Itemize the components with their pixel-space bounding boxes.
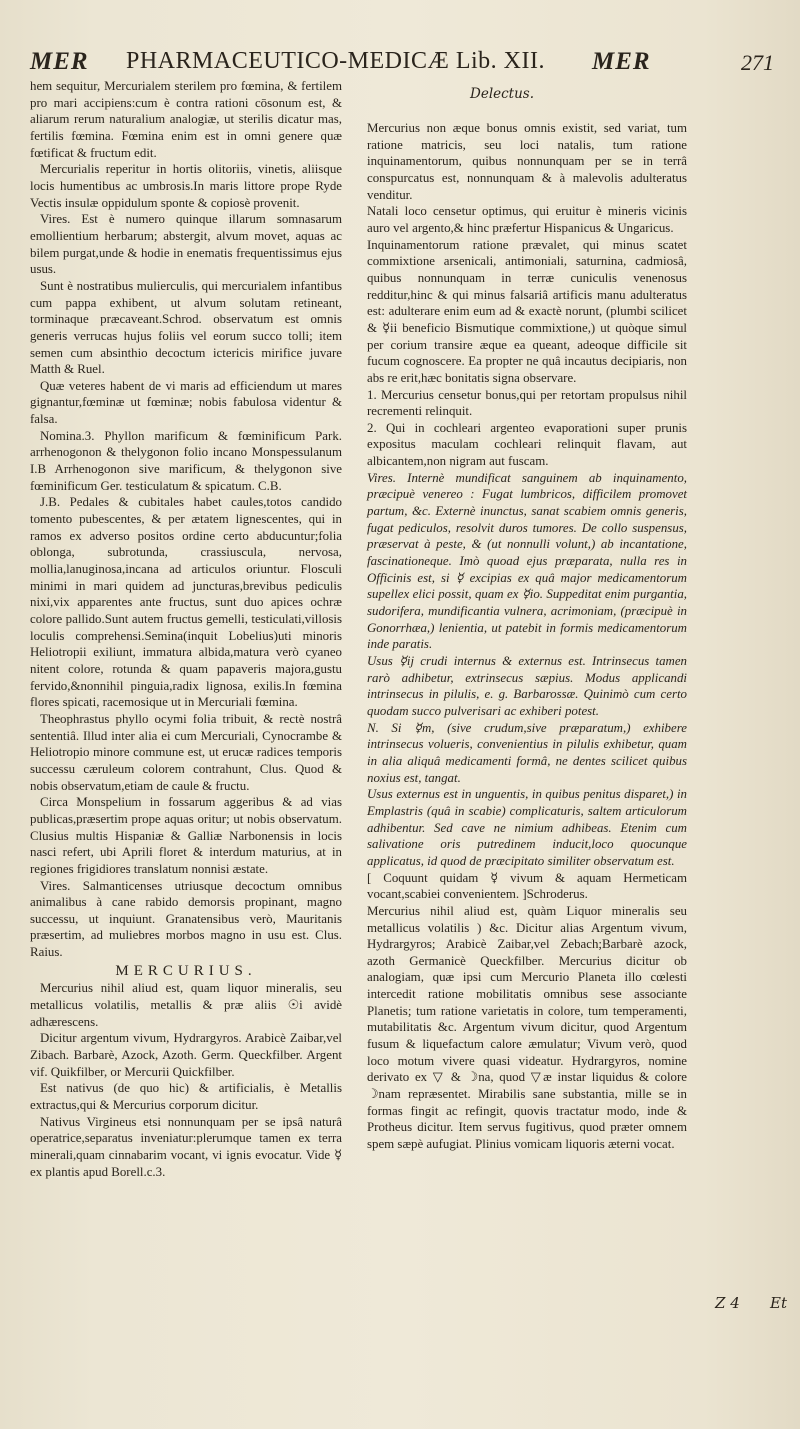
paragraph: N. Si ☿m, (sive crudum,sive præparatum,) exhibere intrinsecus volueris, convenientius in pilulis exhibetur, quam in alia aliquâ medicamenti formâ, ne dentes scilicet quibus noxius est, tangat. xyxy=(367,720,687,785)
catchword: Et xyxy=(770,1294,787,1312)
page-number: 271 xyxy=(741,50,774,75)
paragraph: Dicitur argentum vivum, Hydrargyros. Arabicè Zaibar,vel Zibach. Barbarè, Azock, Azoth. Germ. Queckfilber. Argent vif. Quikfilber, or Mercurii Quickfilber. xyxy=(30,1031,342,1079)
running-head-left: MER xyxy=(30,48,89,75)
paragraph: hem sequitur, Mercurialem sterilem pro fœmina, & fertilem pro mari accipiens:cum è contra rationi cōsonum est, & aliarum rerum naturalium analogiæ, ut sterilis dicatur mas, fertilis fœmina. Fœmina enim est in omni genere quæ fœtificat & fructum edit. xyxy=(30,79,342,160)
left-column xyxy=(30,78,342,1180)
running-head-right: MER xyxy=(592,48,651,75)
paragraph: Nativus Virgineus etsi nonnunquam per se ipsâ naturâ operatrice,separatus inveniatur:plerumque tamen ex terra minerali,quam cinnabarim vocant, vi ignis evocatur. Vide ☿ ex plantis apud Borell.c.3. xyxy=(30,1114,342,1179)
section-heading: MERCURIUS. xyxy=(115,962,257,979)
paragraph: Est nativus (de quo hic) & artificialis, è Metallis extractus,qui & Mercurius corporum dicitur. xyxy=(30,1081,342,1113)
paragraph: Mercurialis reperitur in hortis olitoriis, vinetis, aliisque locis humentibus ac umbrosis.In maris littore prope Ryde Vectis insulæ oppidulum sponte & copiosè provenit. xyxy=(30,162,342,210)
running-head-title: PHARMACEUTICO-MEDICÆ Lib. XII. xyxy=(126,48,545,74)
paragraph: J.B. Pedales & cubitales habet caules,totos candido tomento pubescentes, & per ætatem lignescentes, qui in ramos ex adverso positos ordine certo abducuntur;folia oblonga, subrotunda, crassiuscula, nervosa, mollia,lanuginosa,incana ad articulos oriuntur. Flosculi minimi in mari quidem ad juncturas,brevibus pediculis nixi,vix apparentes ante fructus, sunt duo apices ochræ colore pallido.Sunt autem fructus gemelli, testiculati,villosis loculis comprehensi.Semina(inquit Lobelius)uti minoris Heliotropii exiliunt, immatura albida,matura verò cyaneo nitent colore, rotunda & quam papaveris majora,gustu fervido,&nonnihil pinguia,radix lignosa, exilis.In fœmina flores spicati, racemosique ut in Mercuriali fœmina. xyxy=(30,495,342,710)
paragraph: Mercurius nihil aliud est, quam liquor mineralis, seu metallicus volatilis, metallis & præ aliis ☉i avidè adhærescens. xyxy=(30,981,342,1029)
paragraph: Nomina.3. Phyllon marificum & fœminificum Park. arrhenogonon & thelygonon folio incano Monspessulanum I.B Arrhenogonon sive marificum, & thelygonon sive fœminificum Ger. testiculatum & spicatum. C.B. xyxy=(30,428,342,493)
paragraph: Quæ veteres habent de vi maris ad efficiendum ut mares gignantur,fœminæ ut fœminæ; nobis fabulosa videntur & falsa. xyxy=(30,378,342,427)
paragraph: Theophrastus phyllo ocymi folia tribuit, & rectè nostrâ sententiâ. Illud inter alia ei cum Mercuriali, Cynocrambe & Heliotropio minore commune est, ut erucæ radices temporis successu cæruleum colorem contrahunt, Clus. Quod & nobis observatum,etiam de caule & fructu. xyxy=(30,711,342,793)
paragraph: Mercurius non æque bonus omnis existit, sed variat, tum ratione matricis, seu loci natalis, tum ratione inquinamentorum, quibus nonnunquam per se in terrâ conspurcatus est, nonnunquam & à malevolis adulteratus venditur. xyxy=(367,121,687,202)
subheading-delectus: Delectus. xyxy=(470,86,535,102)
paragraph: 2. Qui in cochleari argenteo evaporationi super prunis expositus maculam cochleari relinquit flavam, aut albicantem,non nigram aut fuscam. xyxy=(367,420,687,469)
paragraph: Vires. Est è numero quinque illarum somnasarum emollientium herbarum; abstergit, alvum movet, aquas ac bilem purgat,unde & hodie in enematis frequentissimus ejus usus. xyxy=(30,212,342,277)
paragraph: Natali loco censetur optimus, qui eruitur è mineris vicinis auro vel argento,& hinc præfertur Hispanicus & Ungaricus. xyxy=(367,204,687,235)
paragraph: Usus externus est in unguentis, in quibus penitus disparet,) in Emplastris (quâ in scabie) complicaturis, saltem articulorum adhibentur. Sed cave ne nimium adhibeas. Etenim cum salivatione oris putredinem inducit,loco quocunque applicatus, id quod de præcipitato similiter observatum est. xyxy=(367,787,687,868)
signature-mark: Z 4 xyxy=(715,1294,740,1312)
paragraph: Mercurius nihil aliud est, quàm Liquor mineralis seu metallicus volatilis ) &c. Dicitur alias Argentum vivum, Hydrargyros; Arabicè Zaibar,vel Zebach;Barbarè azock, azoth Germanicè Queckfilber. Mercurius dicitur ob analogiam, quæ ipsi cum Mercurio Planeta illo cœlesti intercedit ratione mobilitatis omnibus sese associante Planetis; tum ratione varietatis in colore, tum temperamenti, mutabilitatis &c. Argentum vivum dicitur, quod Argentum fusum & liquefactum calore æmulatur; Vivum verò, quod loco motum vivere quasi videatur. Hydrargyros, nomine derivato ex ▽ & ☽na, quod ▽æ instar liquidus & colore ☽nam repræsentet. Mirabilis sane substantia, mille se in formas fingit ac refingit, quovis tractatur modo, inde & Protheus dicitur. Item servus fugitivus, quod præter omnem spem sæpè aufugiat. Plinius vomicam liquoris æterni vocat. xyxy=(367,903,687,1152)
paragraph: Usus ☿ij crudi internus & externus est. Intrinsecus tamen rarò adhibetur, extrinsecus sæpius. Modus applicandi intrinsecus in pilulis, e. g. Barbarossæ. Quinimò cum certo quodam succo pulverisari ac exhiberi potest. xyxy=(367,654,687,718)
paragraph: Inquinamentorum ratione prævalet, qui minus scatet commixtione arsenicali, antimoniali, saturnina, cadmiosâ, quibus nonnunquam in terræ cuniculis venenosus redditur,hinc & qui minus falsariâ artificis manu adulteratus est: adulterare enim eum ad & exactè norunt, (plumbi scilicet & ☿ii beneficio Bismutique commixtione,) ut quòque simul per corium transire æque ea queant, adeoque difficile sit fucum cognoscere. Ea propter ne quâ incautus decipiaris, non abs re erit,hæc bonitatis signa observare. xyxy=(367,237,687,385)
paragraph: Circa Monspelium in fossarum aggeribus & ad vias publicas,præsertim prope aquas oritur; ut nobis observatum. Clusius multis Hispaniæ & Galliæ Narbonensis in locis nasci refert, ubi Aprili floret & interdum maturius, at in regiones frigidiores translatum nonnisi æstate. xyxy=(30,795,342,876)
paragraph: Sunt è nostratibus mulierculis, qui mercurialem infantibus cum pappa exhibent, ut alvum solutam retineant, torminaque præcaveant.Schrod. observatum est omnis generis verrucas hujus foliis vel eorum succo tolli; item semen cum absinthio decoctum ictericis mirifice juvare Matth & Ruel. xyxy=(30,278,342,377)
paragraph: Vires. Internè mundificat sanguinem ab inquinamento, præcipuè venereo : Fugat lumbricos, difficilem promovet partum, &c. Externè inunctus, sanat scabiem omnis generis, fugat pediculos, resolvit duros tumores. De collo suspensus, præservat à peste, & (ut nonnulli volunt,) ab incantatione, fascinationeque. Imò quoad ejus præparata, nulla res in Officinis est, si ☿ excipias ex quâ major medicamentorum supellex elici possit, quam ex ☿io. Suppeditat enim purgantia, sudorifera, mundificantia vulnera, acrimoniam, (præcipuè in Gonorrhæa,) lenientia, ut patebit in formis medicamentorum inde paratis. xyxy=(367,470,687,652)
paragraph: [ Coquunt quidam ☿ vivum & aquam Hermeticam vocant,scabiei convenientem. ]Schroderus. xyxy=(367,870,687,902)
right-column xyxy=(367,120,687,1153)
paragraph: 1. Mercurius censetur bonus,qui per retortam propulsus nihil recrementi relinquit. xyxy=(367,387,687,419)
paragraph: Vires. Salmanticenses utriusque decoctum omnibus animalibus à cane rabido demorsis propinant, magno successu, ut inquiunt. Granatensibus verò, Mauritanis præsertim, ad muliebres morbos magno in usu est. Clus. Raius. xyxy=(30,878,342,960)
